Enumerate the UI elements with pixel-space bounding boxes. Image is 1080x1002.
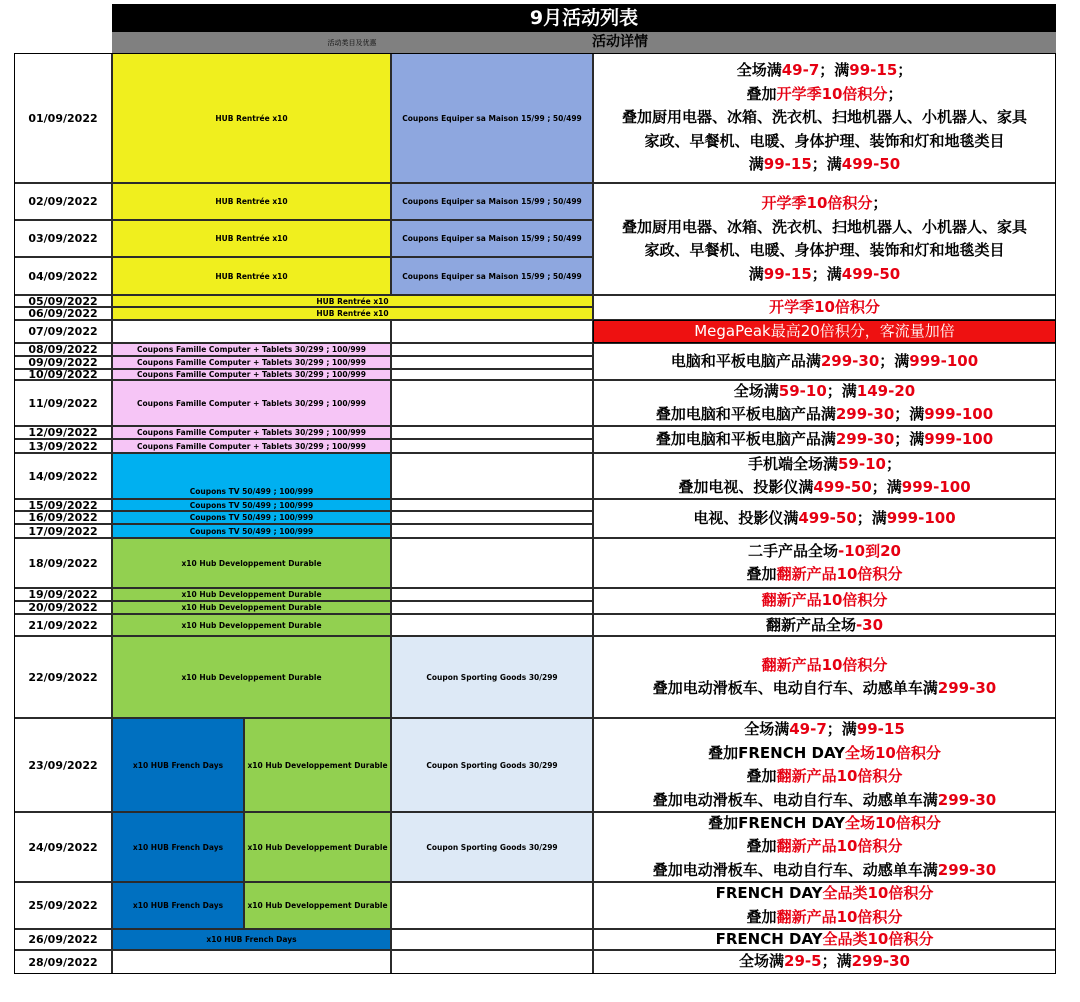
detail-line: 全场满29-5；满299-30 <box>739 952 910 971</box>
detail-line: 叠加FRENCH DAY全场10倍积分 <box>708 814 941 833</box>
detail-line: 叠加FRENCH DAY全场10倍积分 <box>708 743 941 762</box>
cell-text: Coupons TV 50/499 ; 100/999 <box>189 487 314 496</box>
cell-text: x10 Hub Developpement Durable <box>181 590 322 599</box>
cell-text: x10 Hub Developpement Durable <box>181 603 322 612</box>
cell-text: 26/09/2022 <box>28 933 98 946</box>
cell-text: HUB Rentrée x10 <box>215 197 288 206</box>
cell-text: Coupons Equiper sa Maison 15/99 ; 50/499 <box>402 197 582 206</box>
cell-text: 10/09/2022 <box>28 369 98 380</box>
cell-text: 25/09/2022 <box>28 899 98 912</box>
detail-line: 叠加电动滑板车、电动自行车、动感单车满299-30 <box>652 860 997 879</box>
detail-line: 翻新产品全场-30 <box>765 616 884 634</box>
cell-text: 23/09/2022 <box>28 758 98 772</box>
detail-line: 叠加厨用电器、冰箱、洗衣机、扫地机器人、小机器人、家具 <box>621 108 1027 127</box>
cell-text: x10 Hub Developpement Durable <box>247 760 388 770</box>
cell-text: Coupons Equiper sa Maison 15/99 ; 50/499 <box>402 234 582 243</box>
cell-text: Coupons Equiper sa Maison 15/99 ; 50/499 <box>402 271 582 281</box>
detail-line: 家政、早餐机、电暖、身体护理、装饰和灯和地毯类目 <box>644 131 1005 150</box>
detail-line: 翻新产品10倍积分 <box>761 655 888 674</box>
cell-text: Coupons Famille Computer + Tablets 30/299 ; 100/999 <box>137 358 366 367</box>
cell-text: 01/09/2022 <box>28 111 98 125</box>
detail-line: 叠加电脑和平板电脑产品满299-30；满999-100 <box>655 429 994 448</box>
cell-text: 19/09/2022 <box>28 588 98 601</box>
subheader-category-label: 活动类目及优惠 <box>327 39 377 47</box>
detail-line: 开学季10倍积分； <box>761 194 888 212</box>
detail-line: 电脑和平板电脑产品满299-30；满999-100 <box>670 351 979 370</box>
detail-line: 叠加电动滑板车、电动自行车、动感单车满299-30 <box>652 679 997 697</box>
cell-text: x10 Hub Developpement Durable <box>181 672 322 682</box>
detail-line: 电视、投影仪满499-50；满999-100 <box>693 508 956 527</box>
cell-text: 21/09/2022 <box>28 618 98 632</box>
detail-line: 手机端全场满59-10； <box>747 455 901 473</box>
cell-text: 22/09/2022 <box>28 670 98 684</box>
cell-text: 13/09/2022 <box>28 439 98 453</box>
cell-text: 20/09/2022 <box>28 601 98 614</box>
cell-text: Coupons Famille Computer + Tablets 30/299 ; 100/999 <box>137 428 366 437</box>
cell-text: x10 HUB French Days <box>132 901 224 910</box>
subheader-detail-label: 活动详情 <box>592 34 648 50</box>
detail-line: 二手产品全场-10到20 <box>748 541 901 560</box>
cell-text: HUB Rentrée x10 <box>215 271 288 281</box>
detail-line: 家政、早餐机、电暖、身体护理、装饰和灯和地毯类目 <box>644 241 1005 259</box>
detail-line: 全场满49-7；满99-15 <box>744 720 905 738</box>
cell-text: Coupon Sporting Goods 30/299 <box>426 842 558 852</box>
detail-line: FRENCH DAY全品类10倍积分 <box>715 930 934 948</box>
detail-line: 翻新产品10倍积分 <box>761 591 888 610</box>
detail-line: 叠加电视、投影仪满499-50；满999-100 <box>678 478 971 496</box>
cell-text: 08/09/2022 <box>28 343 98 356</box>
cell-text: 11/09/2022 <box>28 396 98 410</box>
detail-line: 叠加电动滑板车、电动自行车、动感单车满299-30 <box>652 790 997 809</box>
cell-text: HUB Rentrée x10 <box>316 296 389 306</box>
cell-text: 02/09/2022 <box>28 195 98 208</box>
detail-line: 全场满59-10；满149-20 <box>733 382 916 400</box>
cell-text: HUB Rentrée x10 <box>215 234 288 243</box>
cell-text: Coupons TV 50/499 ; 100/999 <box>189 513 314 522</box>
cell-text: 18/09/2022 <box>28 556 98 570</box>
cell-text: Coupons Famille Computer + Tablets 30/299 ; 100/999 <box>137 370 366 379</box>
table-outer-border <box>14 53 1056 974</box>
cell-text: Coupon Sporting Goods 30/299 <box>426 760 558 770</box>
cell-text: 17/09/2022 <box>28 524 98 538</box>
cell-text: Coupons Equiper sa Maison 15/99 ; 50/499 <box>402 113 582 123</box>
cell-text: x10 Hub Developpement Durable <box>181 620 322 630</box>
cell-text: x10 Hub Developpement Durable <box>247 842 388 852</box>
cell-text: Coupons Famille Computer + Tablets 30/299 ; 100/999 <box>137 345 366 354</box>
detail-line: 满99-15；满499-50 <box>748 264 901 283</box>
cell-text: 14/09/2022 <box>28 469 98 483</box>
cell-text: 24/09/2022 <box>28 840 98 854</box>
cell-text: 16/09/2022 <box>28 511 98 524</box>
cell-text: HUB Rentrée x10 <box>215 113 288 123</box>
detail-line: 叠加开学季10倍积分； <box>746 84 903 103</box>
detail-line: 全场满49-7；满99-15； <box>736 61 913 80</box>
detail-line: 叠加厨用电器、冰箱、洗衣机、扫地机器人、小机器人、家具 <box>621 217 1027 236</box>
cell-text: x10 HUB French Days <box>132 760 224 770</box>
cell-text: Coupons Famille Computer + Tablets 30/299 ; 100/999 <box>137 398 366 408</box>
cell-text: x10 HUB French Days <box>132 842 224 852</box>
cell-text: x10 Hub Developpement Durable <box>247 901 388 910</box>
cell-text: Coupons Famille Computer + Tablets 30/299 ; 100/999 <box>137 441 366 451</box>
detail-line: 开学季10倍积分 <box>769 297 880 316</box>
cell-text: Coupon Sporting Goods 30/299 <box>426 672 558 682</box>
cell-text: 06/09/2022 <box>28 307 98 320</box>
page-title: 9月活动列表 <box>112 4 1056 32</box>
detail-line: MegaPeak最高20倍积分，客流量加倍 <box>694 322 955 340</box>
cell-text: Coupons TV 50/499 ; 100/999 <box>189 526 314 536</box>
cell-text: 07/09/2022 <box>28 325 98 338</box>
cell-text: x10 HUB French Days <box>206 935 297 944</box>
cell-text: Coupons TV 50/499 ; 100/999 <box>189 500 314 510</box>
cell-text: 04/09/2022 <box>28 269 98 283</box>
cell-text: 03/09/2022 <box>28 232 98 245</box>
cell-text: 05/09/2022 <box>28 295 98 307</box>
detail-line: 满99-15；满499-50 <box>748 155 901 174</box>
cell-text: x10 Hub Developpement Durable <box>181 558 322 568</box>
detail-line: 叠加翻新产品10倍积分 <box>746 565 903 583</box>
detail-line: 叠加翻新产品10倍积分 <box>746 907 903 926</box>
cell-text: 15/09/2022 <box>28 499 98 511</box>
cell-text: HUB Rentrée x10 <box>316 309 389 318</box>
detail-line: 叠加翻新产品10倍积分 <box>746 837 903 856</box>
detail-line: FRENCH DAY全品类10倍积分 <box>715 884 934 902</box>
cell-text: 12/09/2022 <box>28 426 98 439</box>
cell-text: 09/09/2022 <box>28 356 98 369</box>
detail-line: 叠加翻新产品10倍积分 <box>746 767 903 785</box>
cell-text: 28/09/2022 <box>28 955 98 969</box>
detail-line: 叠加电脑和平板电脑产品满299-30；满999-100 <box>655 405 994 423</box>
